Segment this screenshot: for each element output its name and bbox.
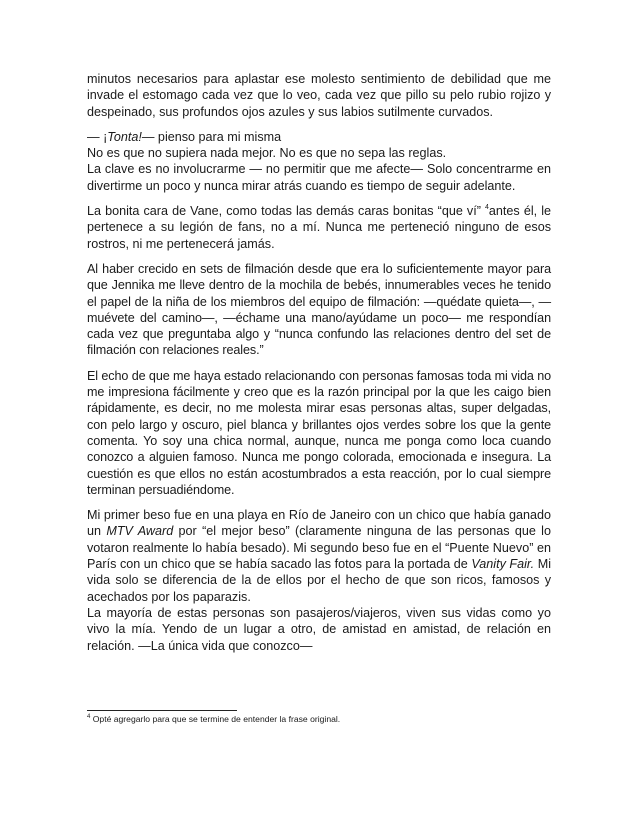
italic-mtv-award: MTV Award: [106, 524, 174, 539]
paragraph-6-a: Mi primer beso fue en una playa en Río de Janeiro con un chico que había ganado un: [87, 508, 551, 539]
footnote-number: 4: [87, 714, 91, 720]
footnote-marker[interactable]: 4: [485, 204, 489, 212]
footnote-text: Opté agregarlo para que se termine de entender la frase original.: [90, 714, 341, 724]
rules-line: No es que no supiera nada mejor. No es que no sepa las reglas.: [87, 146, 447, 161]
paragraph-1: [87, 71, 551, 120]
exclamation-line: [87, 129, 551, 145]
footnote: [87, 713, 551, 725]
paragraph-3-start: La bonita cara de Vane, como todas las demás caras bonitas “que ví”: [87, 204, 481, 219]
paragraph-5-text: El echo de que me haya estado relacionando con personas famosas toda mi vida no me impresiona fácilmente y creo que es la razón principal por la que les caigo bien rápidamente, es decir, no me molesta mirar esas personas altas, super delgadas, con pelo largo y oscuro, piel blanca y brillantes ojos verdes sobre los que la gente comenta. Yo soy una chica normal, aunque, nunca me ponga como loca cuando conozco a alguien famoso. Nunca me pongo colorada, emocionada e insegura. La cuestión es que ellos no están acostumbrados a esta reacción, por lo cual siempre terminan persuadiéndome.: [87, 368, 551, 497]
paragraph-3: [87, 203, 551, 252]
dash-suffix: — pienso para mi misma: [141, 129, 282, 144]
document-page: [87, 71, 551, 654]
paragraph-5: [87, 368, 551, 498]
footnote-separator: [87, 710, 237, 711]
paragraph-7: [87, 605, 551, 654]
paragraph-3-rest: antes él, le pertenece a su legión de fans, no a mí. Nunca me perteneció ninguno de esos rostros, ni me pertenecerá jamás.: [87, 204, 551, 251]
italic-vanity-fair: Vanity Fair.: [471, 557, 535, 572]
paragraph-1-text: minutos necesarios para aplastar ese molesto sentimiento de debilidad que me invade el estomago cada vez que lo veo, cada vez que pillo su pelo rubio rojizo y despeinado, sus profundos ojos azules y sus labios sutilmente curvados.: [87, 72, 551, 119]
key-line: La clave es no involucrarme — no permitir que me afecte— Solo concentrarme en divertirme un poco y nunca mirar atrás cuando es tiempo de seguir adelante.: [87, 162, 551, 193]
paragraph-7-text: La mayoría de estas personas son pasajeros/viajeros, viven sus vidas como yo vivo la mía. Yendo de un lugar a otro, de amistad en amistad, de relación en relación. —La única vida que conozco—: [87, 605, 551, 653]
italic-tonta: Tonta!: [107, 129, 142, 144]
paragraph-6-c: Mi vida solo se diferencia de la de ellos por el hecho de que son ricos, famosos y acechados por los paparazis.: [87, 557, 551, 604]
paragraph-6: [87, 507, 551, 605]
paragraph-2: [87, 129, 551, 194]
paragraph-4: [87, 261, 551, 359]
paragraph-6-b: por “el mejor beso” (claramente ninguna de las personas que lo votaron realmente lo había besado). Mi segundo beso fue en el “Puente Nuevo” en París con un chico que se había sacado las fotos para la portada de: [87, 524, 551, 572]
dash-prefix: — ¡: [87, 129, 108, 144]
paragraph-4-text: Al haber crecido en sets de filmación desde que era lo suficientemente mayor para que Jennika me lleve dentro de la mochila de bebés, innumerables veces he tenido el papel de la niña de los miembros del equipo de filmación: —quédate quieta—, —muévete del camino—, —échame una mano/ayúdame un poco— me respondían cada vez que preguntaba algo y “nunca confundo las relaciones dentro del set de filmación con relaciones reales.”: [87, 261, 551, 358]
